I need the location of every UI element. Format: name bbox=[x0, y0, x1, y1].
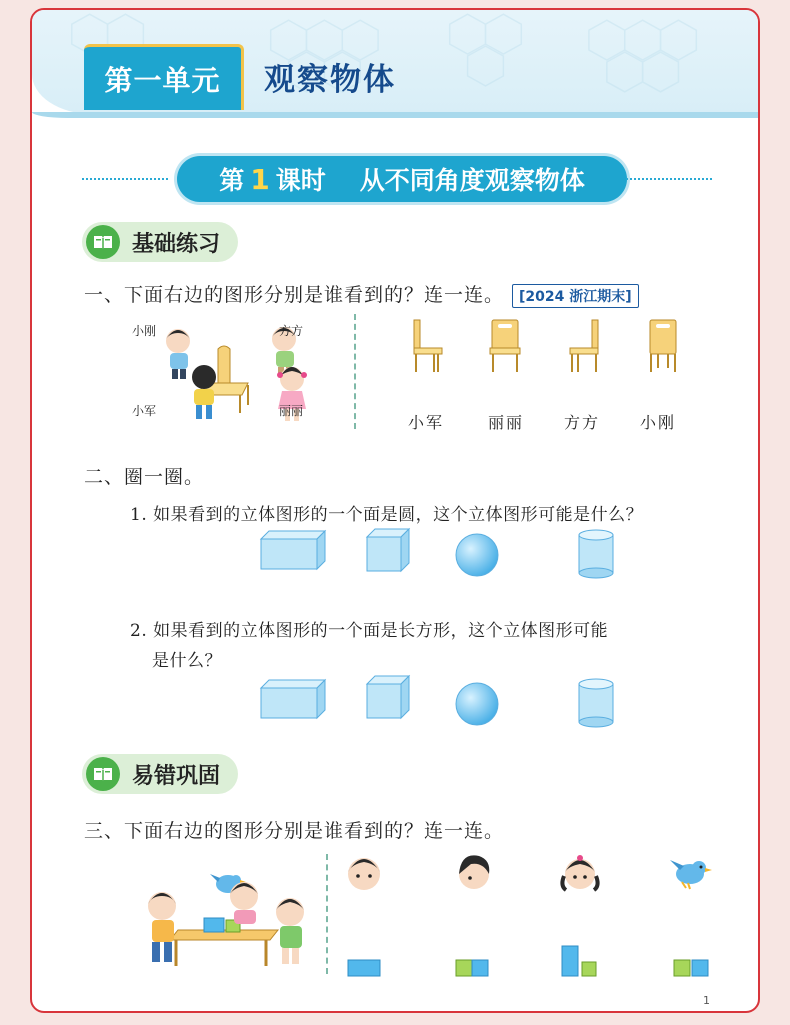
view-label-4: 小刚 bbox=[640, 413, 677, 432]
question-3: 三、下面右边的图形分别是谁看到的？连一连。 bbox=[84, 820, 505, 842]
view-option-2 bbox=[456, 960, 488, 976]
view-label-2: 丽丽 bbox=[488, 413, 525, 432]
lesson-number: 1 bbox=[250, 162, 270, 196]
sphere-shape bbox=[456, 683, 498, 725]
q3-divider bbox=[326, 854, 328, 974]
section-label: 易错巩固 bbox=[132, 763, 221, 789]
book-icon bbox=[86, 757, 120, 791]
person-label-lili: 丽丽 bbox=[279, 404, 304, 418]
chair-view-3 bbox=[570, 320, 598, 372]
q3-scene-illustration bbox=[132, 862, 312, 972]
cube-shape bbox=[367, 529, 409, 571]
q3-view-row bbox=[342, 940, 712, 980]
child-head-icon bbox=[348, 858, 380, 890]
view-label-3: 方方 bbox=[564, 413, 601, 432]
source-tag: [2024 浙江期末] bbox=[512, 284, 639, 308]
question-1 bbox=[84, 280, 639, 308]
chair-view-4 bbox=[650, 320, 676, 372]
q1-chair-views bbox=[408, 316, 698, 382]
unit-title: 观察物体 bbox=[264, 62, 396, 98]
unit-tab: 第一单元 bbox=[84, 44, 244, 110]
person-label-xiaojun: 小军 bbox=[132, 404, 157, 418]
section-label: 基础练习 bbox=[132, 231, 221, 257]
cylinder-shape bbox=[579, 530, 613, 578]
dotted-divider-left bbox=[82, 178, 168, 180]
view-option-1 bbox=[348, 960, 380, 976]
lesson-title: 从不同角度观察物体 bbox=[359, 166, 585, 195]
cuboid-shape bbox=[261, 531, 325, 569]
lesson-suffix: 课时 bbox=[275, 166, 326, 195]
child-head-icon bbox=[459, 855, 489, 889]
question-2: 二、圈一圈。 bbox=[84, 466, 205, 488]
view-option-4 bbox=[674, 960, 708, 976]
q1-divider bbox=[354, 314, 356, 429]
page-mark: 1 bbox=[703, 994, 710, 1007]
q2-shapes-row-2[interactable] bbox=[257, 670, 617, 730]
chair-view-2 bbox=[490, 320, 520, 372]
question-2-sub-2-line-2: 是什么？ bbox=[152, 651, 222, 671]
section-error-consolidation bbox=[82, 754, 238, 794]
question-2-sub-1: 1. 如果看到的立体图形的一个面是圆，这个立体图形可能是什么？ bbox=[130, 505, 644, 525]
cuboid-shape bbox=[261, 680, 325, 718]
cube-shape bbox=[367, 676, 409, 718]
cylinder-shape bbox=[579, 679, 613, 727]
lesson-title-row bbox=[82, 156, 712, 202]
bird-icon bbox=[670, 860, 712, 889]
q2-shapes-row-1[interactable] bbox=[257, 525, 617, 585]
book-icon bbox=[86, 225, 120, 259]
person-label-fangfang: 方方 bbox=[279, 324, 304, 338]
lesson-title-pill bbox=[177, 156, 627, 202]
question-1-text: 一、下面右边的图形分别是谁看到的？连一连。 bbox=[84, 284, 505, 306]
view-label-1: 小军 bbox=[408, 413, 445, 432]
question-2-sub-2-line-1: 2. 如果看到的立体图形的一个面是长方形，这个立体图形可能 bbox=[130, 621, 609, 641]
workbook-page bbox=[30, 8, 760, 1013]
dotted-divider-right bbox=[626, 178, 712, 180]
view-option-3 bbox=[562, 946, 596, 976]
person-label-xiaogang: 小刚 bbox=[132, 324, 157, 338]
q3-viewer-row bbox=[342, 848, 712, 898]
sphere-shape bbox=[456, 534, 498, 576]
section-basic-practice bbox=[82, 222, 238, 262]
q1-scene-illustration bbox=[130, 315, 340, 430]
chair-view-1 bbox=[414, 320, 442, 372]
lesson-prefix: 第 bbox=[219, 166, 245, 195]
child-head-icon bbox=[562, 855, 597, 890]
